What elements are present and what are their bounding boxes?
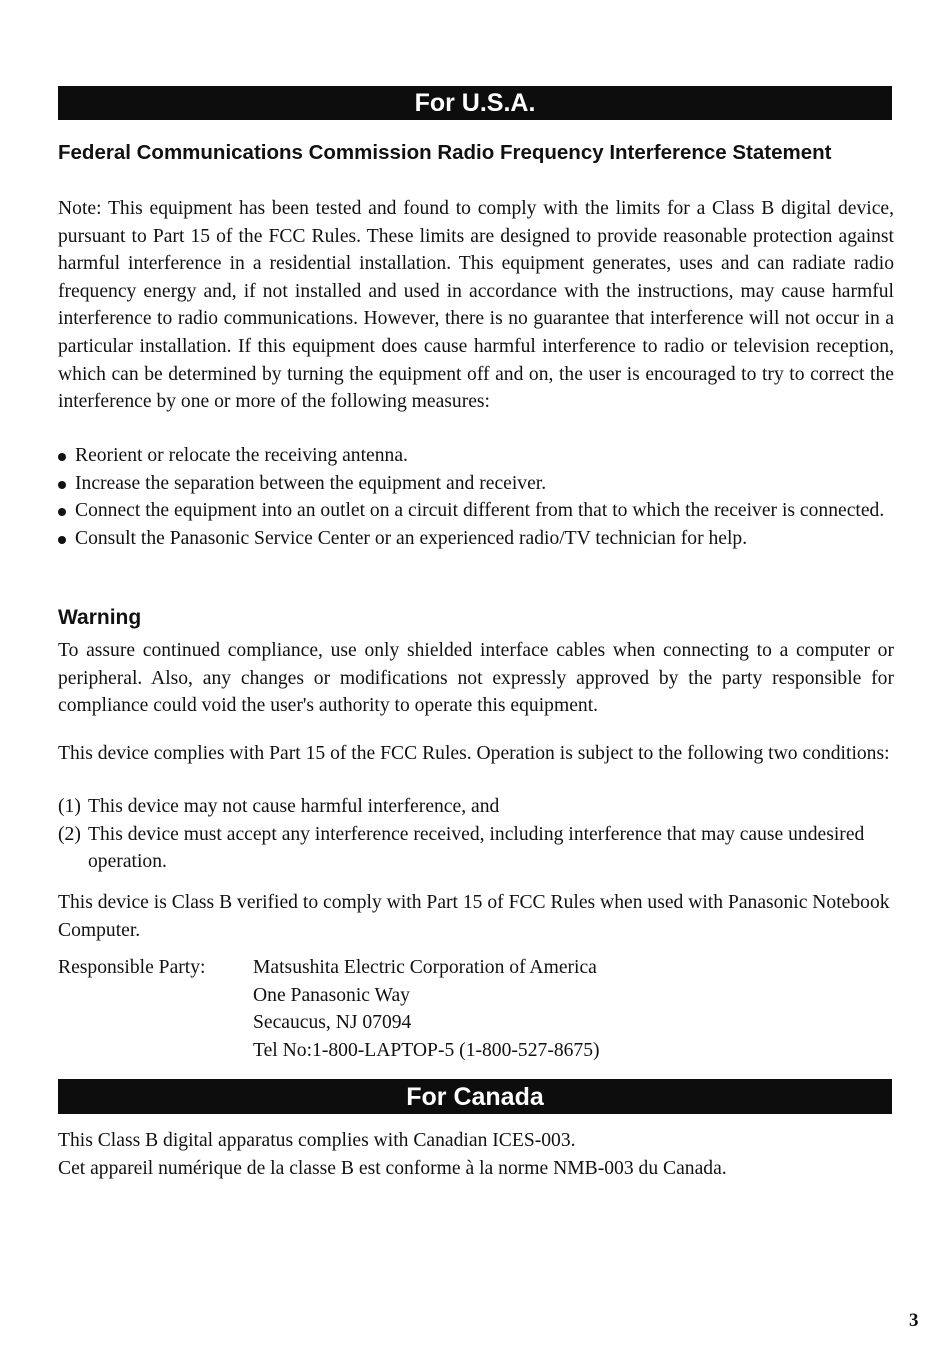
- bullet-icon: [58, 453, 66, 461]
- bullet-icon: [58, 481, 66, 489]
- address-line: Matsushita Electric Corporation of America: [253, 957, 597, 978]
- list-item-text: Increase the separation between the equipment and receiver.: [75, 472, 547, 494]
- condition-item: [58, 821, 894, 876]
- condition-item: [58, 793, 894, 821]
- condition-text: This device must accept any interference received, including interference that may cause undesired operation.: [88, 823, 865, 873]
- fcc-note-paragraph: Note: This equipment has been tested and found to comply with the limits for a Class B digital device, pursuant to Part 15 of the FCC Rules. These limits are designed to provide reasonable protection against harmful interference in a residential installation. This equipment generates, uses and can radiate radio frequency energy and, if not installed and used in accordance with the instructions, may cause harmful interference to radio communications. However, there is no guarantee that interference will not occur in a particular installation. If this equipment does cause harmful interference to radio or television reception, which can be determined by turning the equipment off and on, the user is encouraged to try to correct the interference by one or more of the following measures:: [58, 198, 894, 413]
- section-header-usa: For U.S.A.: [58, 86, 892, 120]
- list-item: [58, 497, 894, 525]
- list-item: [58, 442, 894, 470]
- condition-number: (1): [58, 796, 81, 817]
- class-b-paragraph: This device is Class B verified to comply with Part 15 of FCC Rules when used with Panasonic Notebook Computer.: [58, 892, 890, 941]
- list-item-text: Connect the equipment into an outlet on a circuit different from that to which the receiver is connected.: [75, 500, 885, 522]
- warning-heading: Warning: [58, 606, 142, 629]
- address-line: Tel No:1-800-LAPTOP-5 (1-800-527-8675): [253, 1039, 600, 1061]
- canada-line-english: This Class B digital apparatus complies with Canadian ICES-003.: [58, 1130, 576, 1151]
- section-header-canada: For Canada: [58, 1079, 892, 1114]
- conditions-list: [58, 793, 894, 876]
- bullet-icon: [58, 508, 66, 516]
- condition-number: (2): [58, 823, 81, 845]
- warning-paragraph: To assure continued compliance, use only shielded interface cables when connecting to a computer or peripheral. Also, any changes or modifications not expressly approved by the party responsible for compliance could void the user's authority to operate this equipment.: [58, 640, 894, 717]
- condition-text: This device may not cause harmful interference, and: [88, 796, 500, 817]
- canada-statement: [58, 1127, 894, 1182]
- list-item: [58, 525, 894, 553]
- list-item: [58, 470, 894, 498]
- page-number: 3: [909, 1310, 919, 1331]
- bullet-icon: [58, 536, 66, 544]
- address-line: One Panasonic Way: [253, 984, 410, 1006]
- list-item-text: Consult the Panasonic Service Center or an experienced radio/TV technician for help.: [75, 527, 748, 549]
- address-line: Secaucus, NJ 07094: [253, 1012, 412, 1034]
- responsible-party-address: [253, 954, 600, 1064]
- device-compliance-paragraph: This device complies with Part 15 of the FCC Rules. Operation is subject to the following two conditions:: [58, 743, 890, 764]
- list-item-text: Reorient or relocate the receiving antenna.: [75, 445, 408, 466]
- fcc-statement-title: Federal Communications Commission Radio Frequency Interference Statement: [58, 141, 832, 164]
- responsible-party-label: Responsible Party:: [58, 957, 206, 978]
- measures-list: [58, 442, 894, 552]
- canada-line-french: Cet appareil numérique de la classe B est conforme à la norme NMB-003 du Canada.: [58, 1157, 727, 1179]
